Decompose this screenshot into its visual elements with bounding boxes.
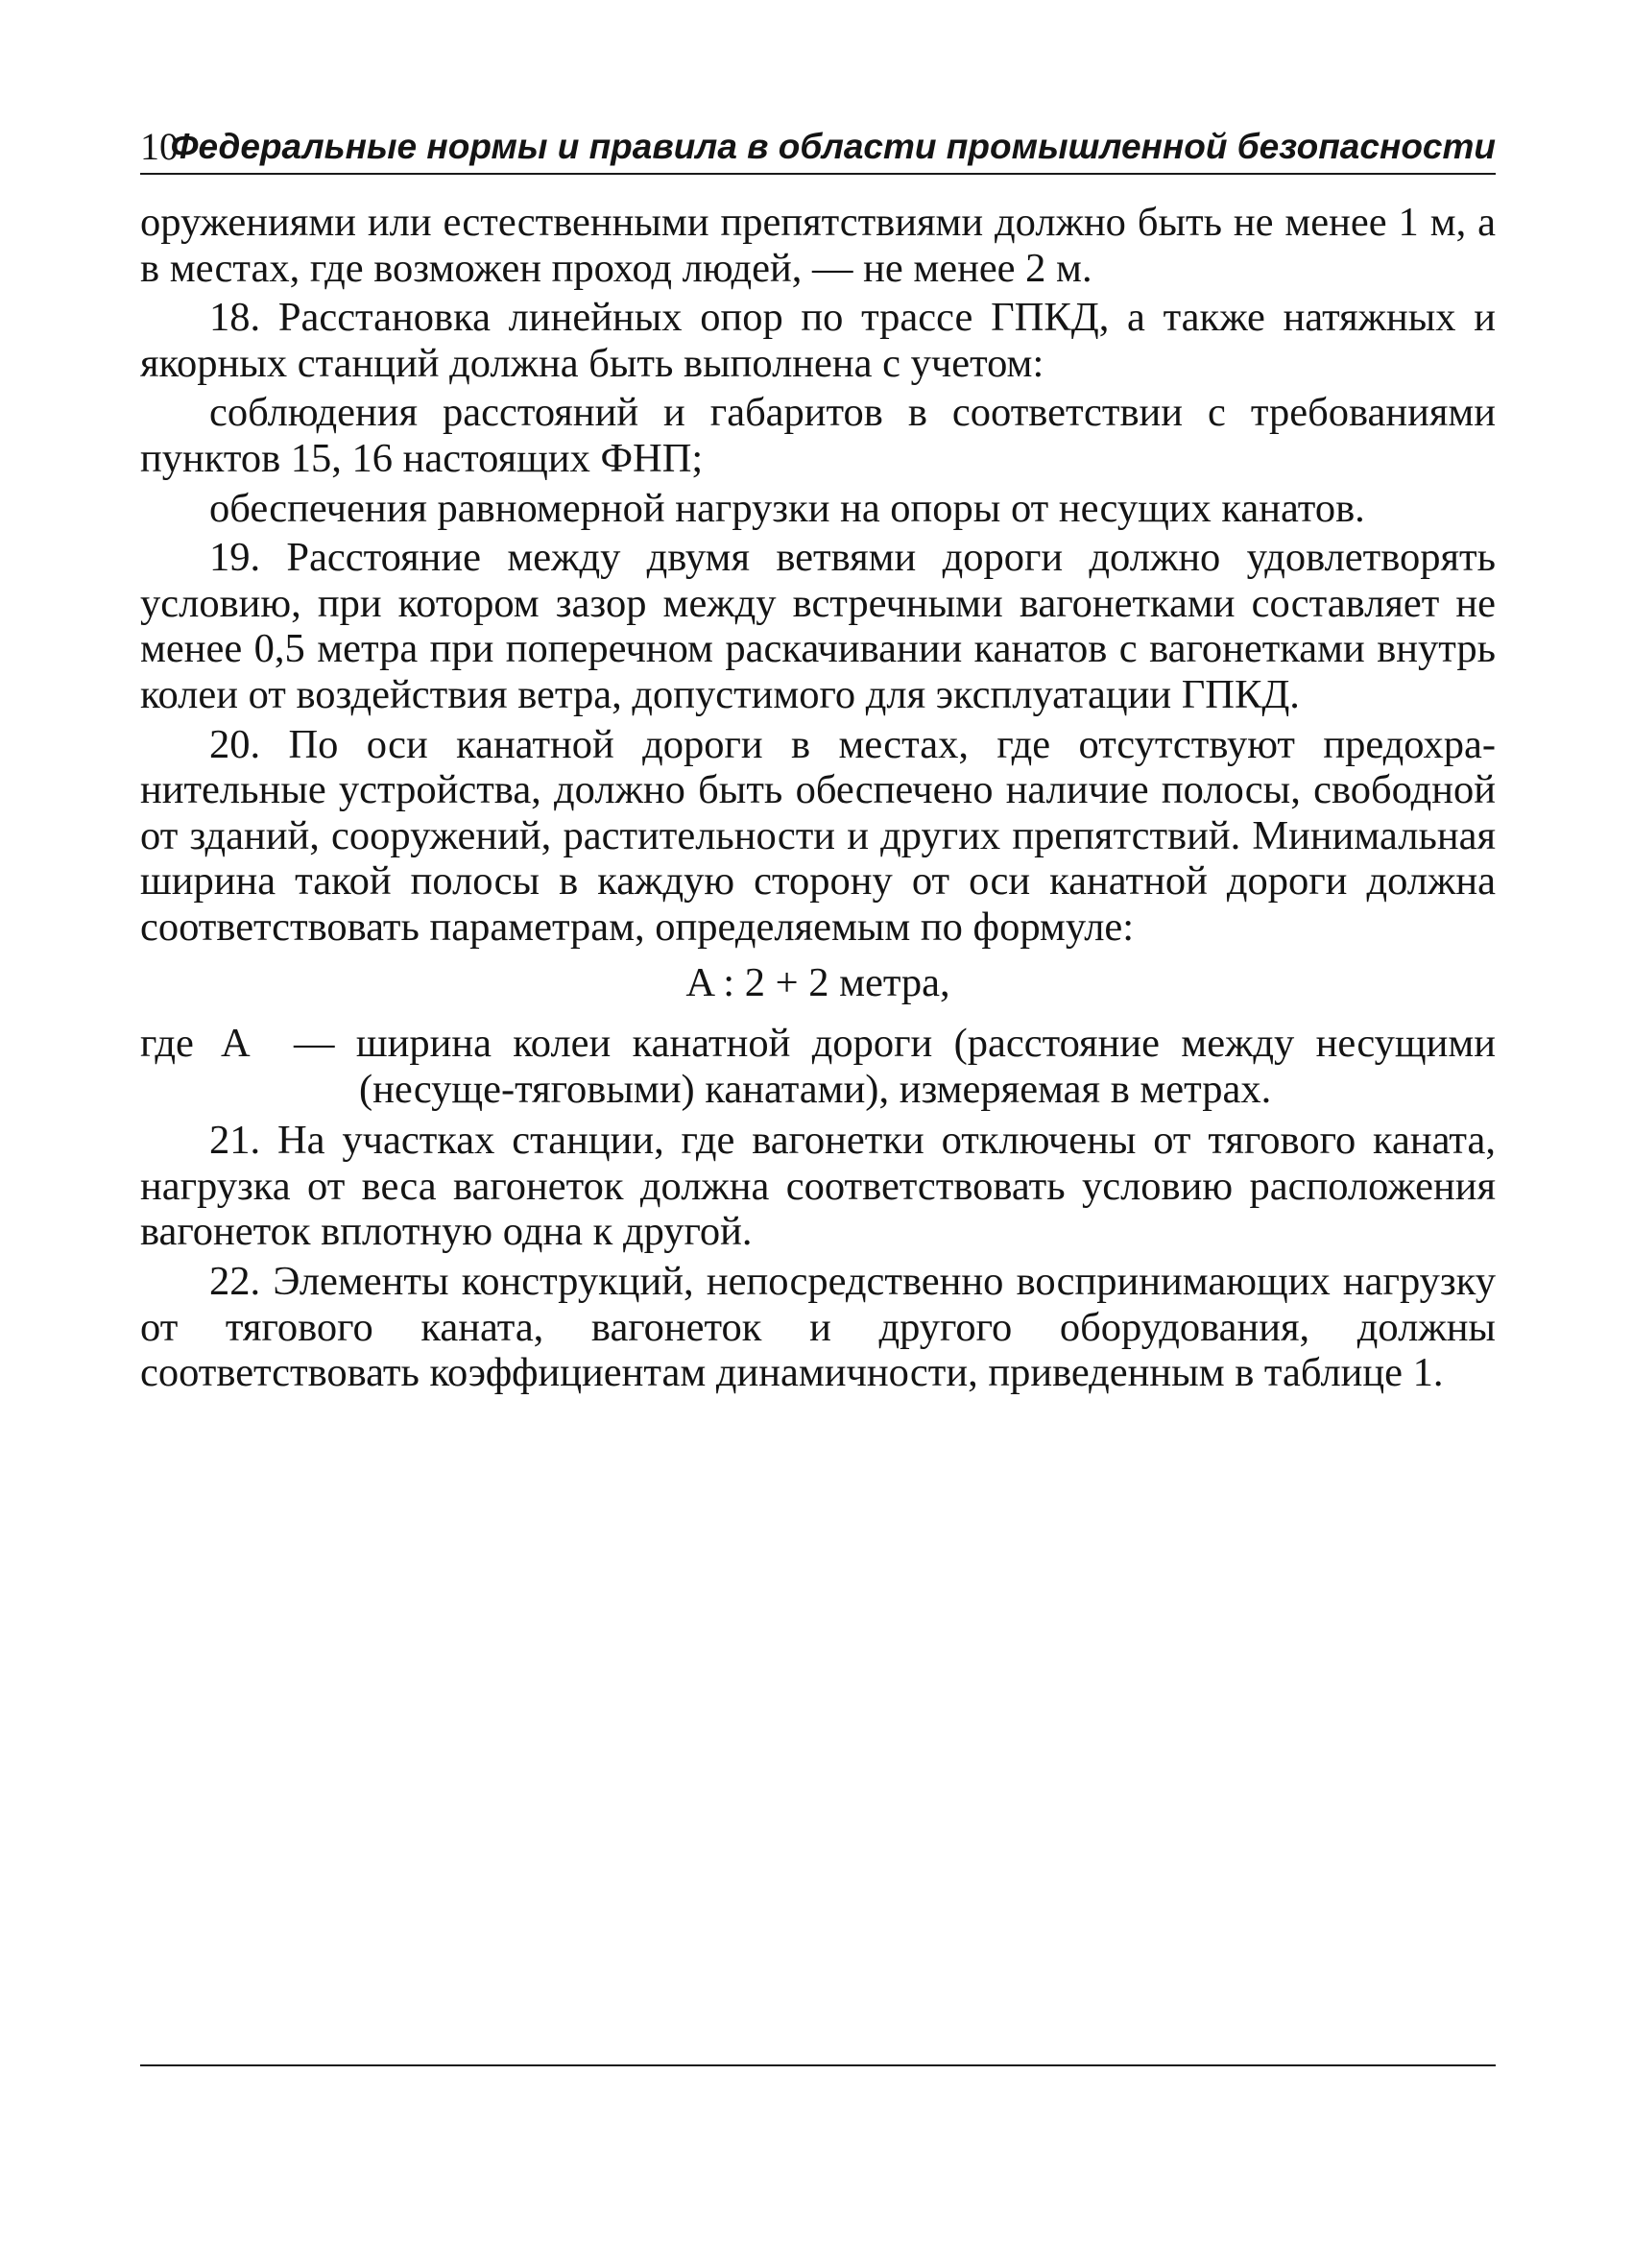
- paragraph-22: 22. Элементы конструкций, непосредственно воспринимающих нагрузку от тягового каната, вагонеток и другого оборудования, должны соответствовать коэффициентам динамичности, приведенным в таблице 1.: [140, 1259, 1496, 1396]
- formula-definition: [140, 1021, 1496, 1112]
- paragraph-18-item-2: обеспечения равномерной нагрузки на опоры от несущих канатов.: [209, 485, 1365, 531]
- page-body: [140, 200, 1496, 1400]
- paragraph-21: 21. На участках станции, где вагонетки отключены от тягового каната, нагрузка от веса вагонеток должна соответствовать условию расположения вагонеток вплотную одна к другой.: [140, 1118, 1496, 1255]
- running-title: Федеральные нормы и правила в области промышленной безопасности: [170, 127, 1496, 166]
- paragraph-20: 20. По оси канатной дороги в местах, где отсутствуют предохранительные устройства, должно быть обеспечено наличие полосы, свободной от зданий, сооружений, растительности и других препятствий. Минимальная ширина такой полосы в каждую сторону от оси канатной дороги должна соответствовать параметрам, определяемым по формуле:: [140, 721, 1496, 950]
- definition-where: где: [140, 1021, 194, 1067]
- page-header: [140, 123, 1496, 175]
- paragraph-19: 19. Расстояние между двумя ветвями дороги должно удовлетворять условию, при котором зазор между встречными вагонетками составляет не менее 0,5 метра при поперечном раскачивании канатов с вагонетками внутрь колеи от воздействия ветра, допустимого для эксплуатации ГПКД.: [140, 535, 1496, 717]
- footer-rule: [140, 2064, 1496, 2066]
- definition-description: — ширина колеи канатной дороги (расстояние между несущими (несуще-тяговыми) канатами), измеряемая в метрах.: [294, 1021, 1496, 1112]
- paragraph-continuation: оружениями или естественными препятствиями должно быть не менее 1 м, а в местах, где возможен проход людей, — не менее 2 м.: [140, 200, 1496, 291]
- page-number: 10: [140, 125, 179, 168]
- paragraph-18-item-1: соблюдения расстояний и габаритов в соответствии с требованиями пунктов 15, 16 настоящих ФНП;: [140, 390, 1496, 481]
- definition-symbol: А: [221, 1021, 251, 1067]
- paragraph-18: 18. Расстановка линейных опор по трассе ГПКД, а также натяжных и якорных станций должна быть выполнена с учетом:: [140, 295, 1496, 386]
- formula: A : 2 + 2 метра,: [685, 959, 950, 1005]
